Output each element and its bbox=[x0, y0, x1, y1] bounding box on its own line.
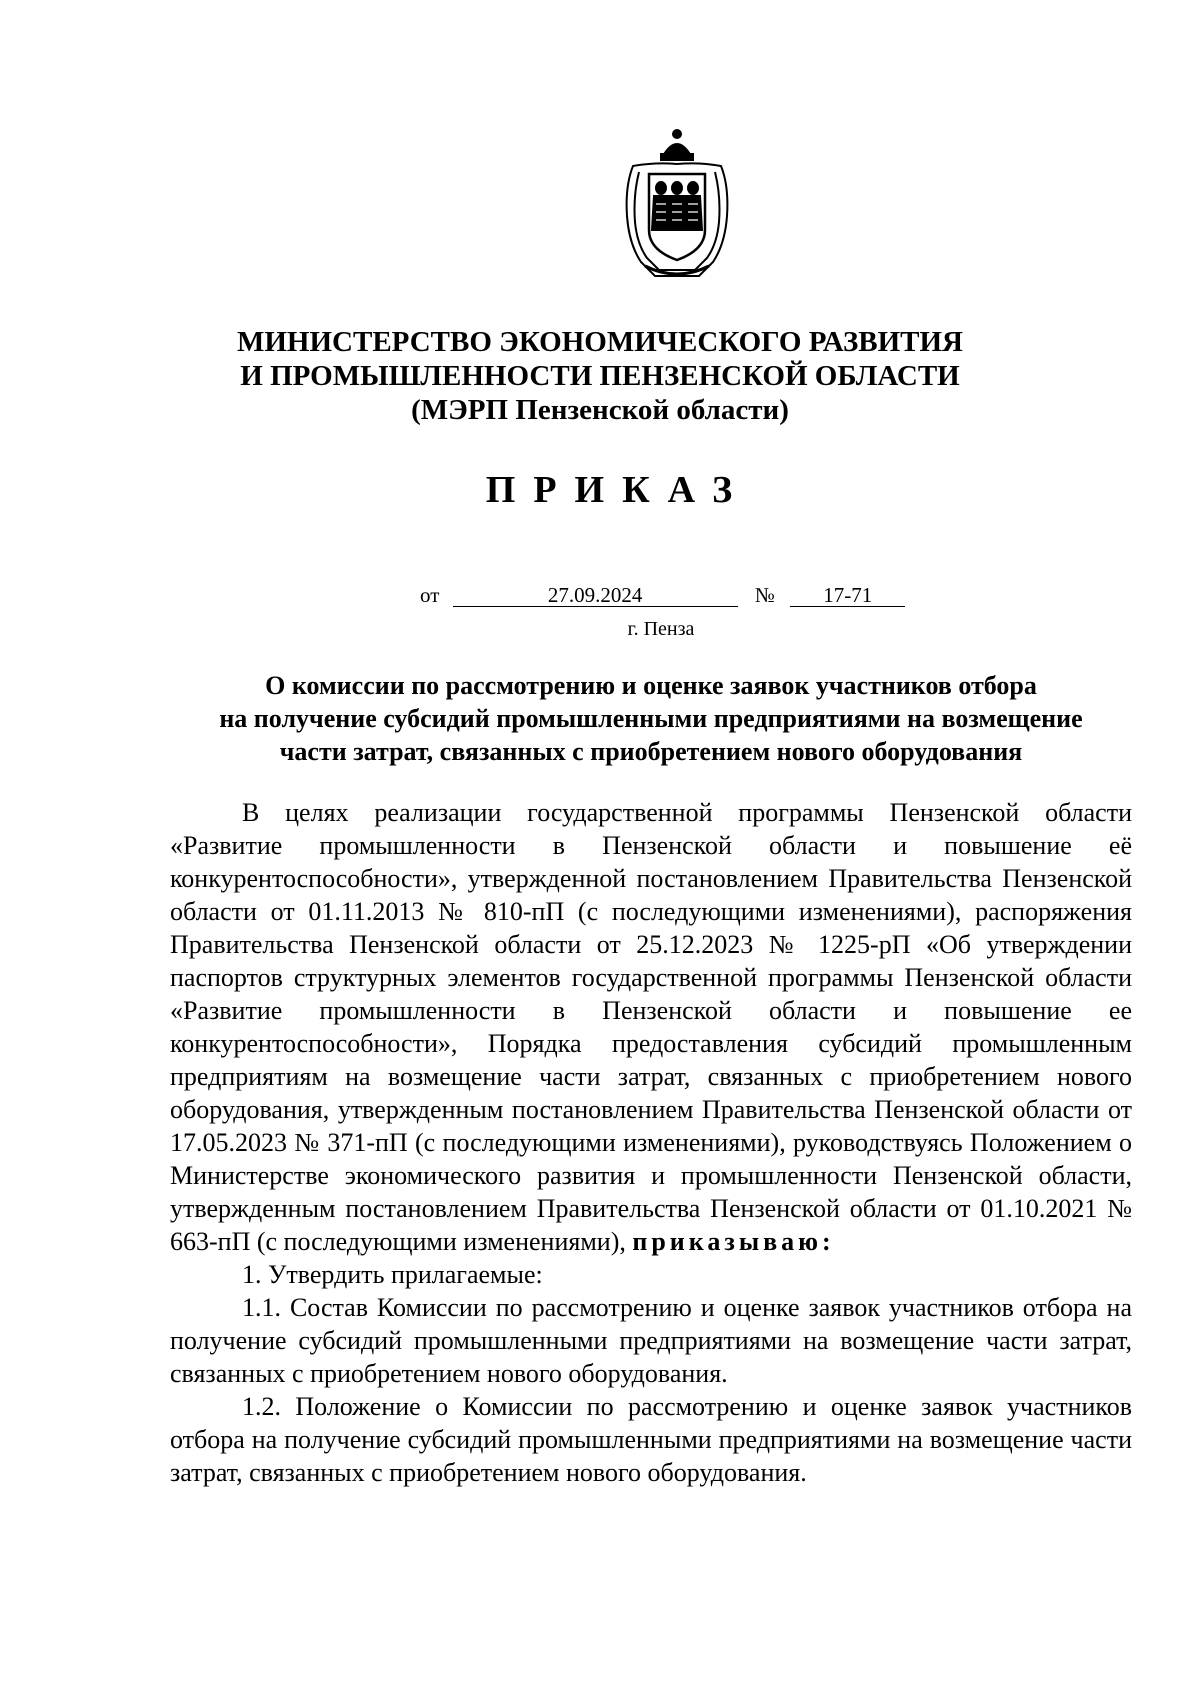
preamble-text: В целях реализации государственной программы Пензенской области «Развитие промышленности в Пензенской области и повышение её конкурентоспособности», утвержденной постановлением Правительства Пензенской области от 01.11.2013 № 810-пП (с последующими изменениями), распоряжения Правительства Пензенской области от 25.12.2023 № 1225-рП «Об утверждении паспортов структурных элементов государственной программы Пензенской области «Развитие промышленности в Пензенской области и повышение ее конкурентоспособности», Порядка предоставления субсидий промышленным предприятиям на возмещение части затрат, связанных с приобретением нового оборудования, утвержденным постановлением Правительства Пензенской области от 17.05.2023 № 371-пП (с последующими изменениями), руководствуясь Положением о Министерстве экономического развития и промышленности Пензенской области, утвержденным постановлением Правительства Пензенской области от 01.10.2021 № 663-пП (с последующими изменениями), bbox=[170, 798, 1132, 1256]
order-subject bbox=[170, 669, 1132, 768]
order-date: 27.09.2024 bbox=[453, 584, 738, 607]
order-number: 17-71 bbox=[790, 584, 905, 607]
ministry-name-line2: И ПРОМЫШЛЕННОСТИ ПЕНЗЕНСКОЙ ОБЛАСТИ bbox=[240, 360, 960, 392]
ministry-abbreviation: (МЭРП Пензенской области) bbox=[411, 394, 789, 426]
preamble-paragraph bbox=[170, 796, 1132, 1258]
from-label: от bbox=[420, 583, 440, 607]
subject-line2: на получение субсидий промышленными предприятиями на возмещение bbox=[219, 704, 1083, 733]
date-number-line bbox=[420, 583, 905, 608]
number-label: № bbox=[754, 583, 775, 607]
document-type-title: ПРИКАЗ bbox=[485, 469, 751, 511]
item-1: 1. Утвердить прилагаемые: bbox=[242, 1260, 543, 1289]
order-body bbox=[170, 796, 1132, 1489]
ministry-name bbox=[0, 325, 1200, 427]
order-word: приказываю: bbox=[632, 1227, 835, 1256]
subject-line1: О комиссии по рассмотрению и оценке заявок участников отбора bbox=[265, 671, 1037, 700]
city-name: г. Пенза bbox=[627, 618, 695, 640]
item-1-2: 1.2. Положение о Комиссии по рассмотрению и оценке заявок участников отбора на получение субсидий промышленными предприятиями на возмещение части затрат, связанных с приобретением нового оборудования. bbox=[170, 1392, 1132, 1487]
ministry-name-line1: МИНИСТЕРСТВО ЭКОНОМИЧЕСКОГО РАЗВИТИЯ bbox=[237, 326, 963, 358]
coat-of-arms-emblem bbox=[615, 126, 739, 282]
item-1-1: 1.1. Состав Комиссии по рассмотрению и оценке заявок участников отбора на получение субсидий промышленными предприятиями на возмещение части затрат, связанных с приобретением нового оборудования. bbox=[170, 1293, 1132, 1388]
subject-line3: части затрат, связанных с приобретением нового оборудования bbox=[279, 737, 1023, 766]
